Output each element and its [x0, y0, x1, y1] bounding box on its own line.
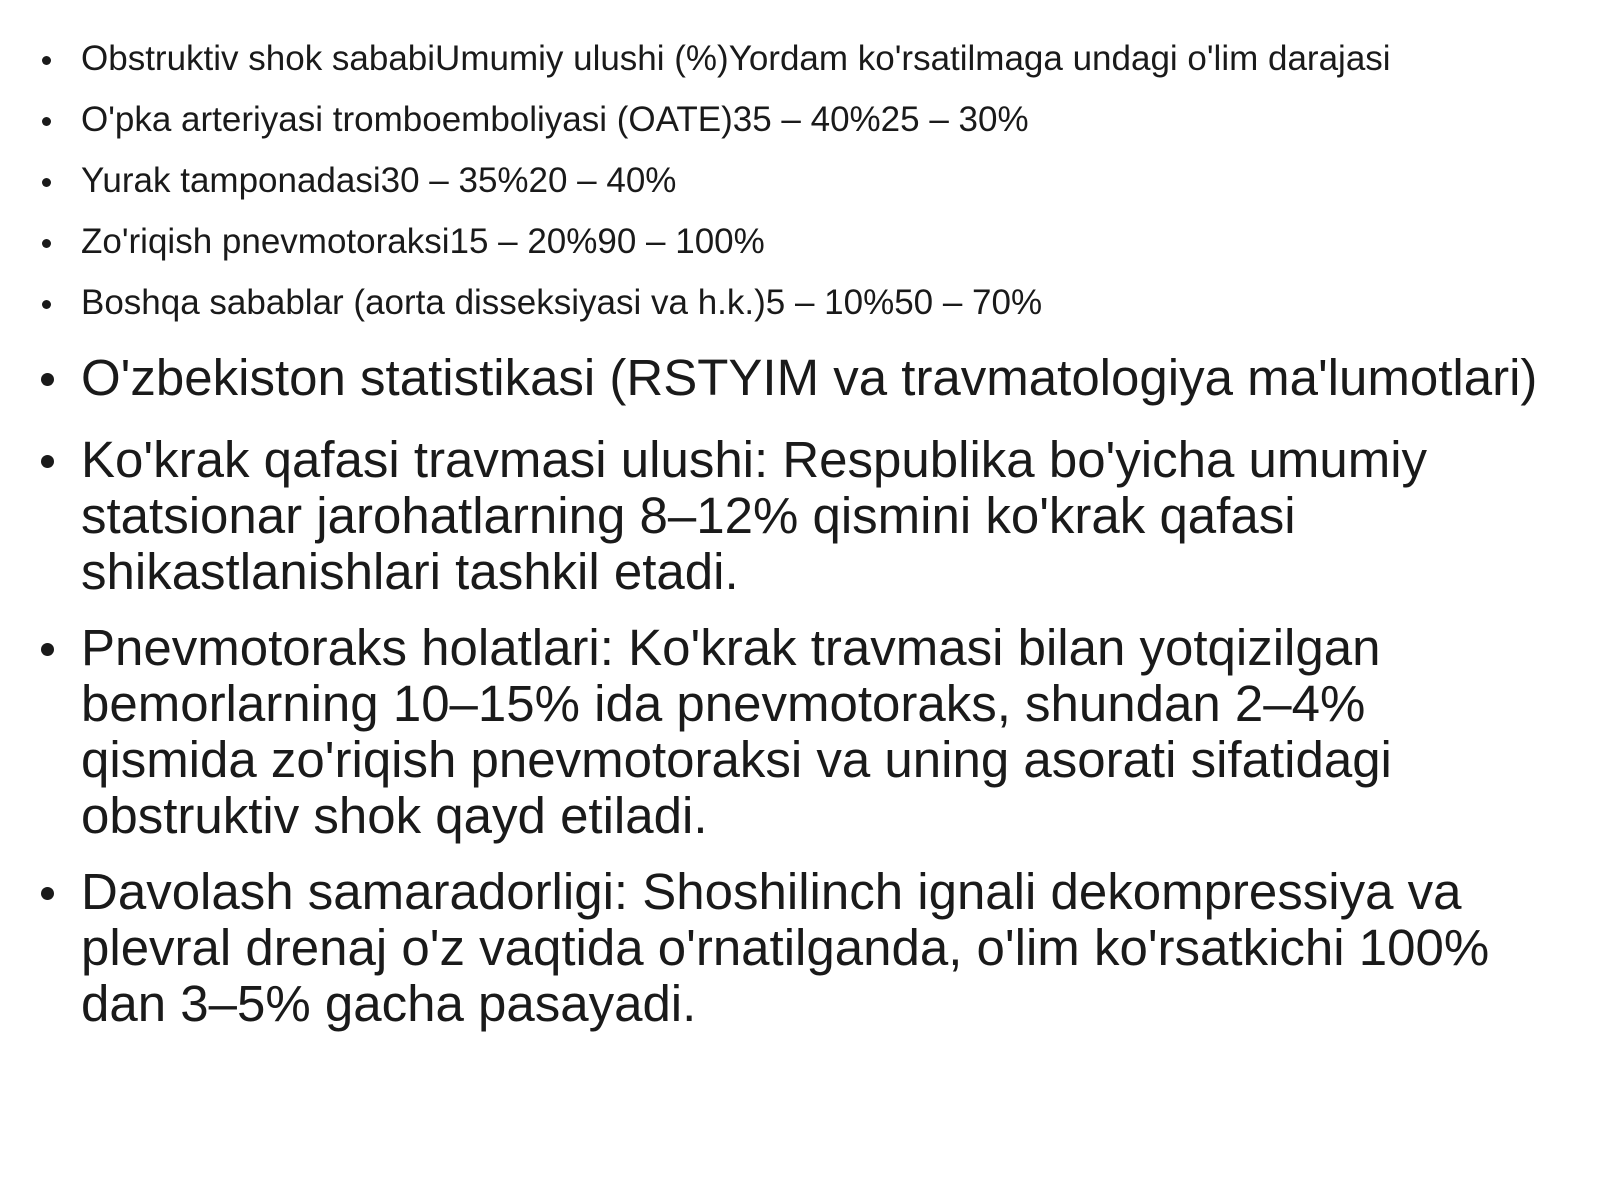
list-item [40, 38, 1560, 99]
bullet-icon [41, 373, 54, 386]
list-item-text: Yurak tamponadasi30 – 35%20 – 40% [81, 161, 677, 200]
bullet-icon [42, 300, 51, 309]
statistics-bullet-list [40, 350, 1560, 1032]
bullet-icon [41, 455, 54, 468]
list-item-text: Obstruktiv shok sababiUmumiy ulushi (%)Yordam ko'rsatilmaga undagi o'lim darajasi [81, 39, 1391, 78]
list-item [40, 864, 1560, 1032]
list-item [40, 221, 1560, 282]
bullet-icon [42, 117, 51, 126]
bullet-icon [42, 239, 51, 248]
list-item-text: Davolash samaradorligi: Shoshilinch ignali dekompressiya va plevral drenaj o'z vaqtida o'rnatilganda, o'lim ko'rsatkichi 100% dan 3–5% gacha pasayadi. [81, 863, 1490, 1032]
list-item-text: O'pka arteriyasi tromboemboliyasi (OATE)35 – 40%25 – 30% [81, 100, 1029, 139]
bullet-icon [41, 643, 54, 656]
bullet-icon [41, 887, 54, 900]
list-item-text: Boshqa sabablar (aorta disseksiyasi va h.k.)5 – 10%50 – 70% [81, 283, 1043, 322]
list-item [40, 160, 1560, 221]
list-item-text: Ko'krak qafasi travmasi ulushi: Respublika bo'yicha umumiy statsionar jarohatlarning 8–12% qismini ko'krak qafasi shikastlanishlari tashkil etadi. [81, 431, 1428, 600]
table-bullet-list [40, 38, 1560, 343]
list-item-text: Zo'riqish pnevmotoraksi15 – 20%90 – 100% [81, 222, 765, 261]
list-item [40, 350, 1560, 406]
list-item [40, 432, 1560, 600]
list-item [40, 620, 1560, 844]
list-item [40, 282, 1560, 343]
list-item-text: Pnevmotoraks holatlari: Ko'krak travmasi bilan yotqizilgan bemorlarning 10–15% ida pnevmotoraks, shundan 2–4% qismida zo'riqish pnevmotoraksi va uning asorati sifatidagi obstruktiv shok qayd etiladi. [81, 619, 1392, 844]
bullet-icon [42, 178, 51, 187]
list-item [40, 99, 1560, 160]
list-item-text: O'zbekiston statistikasi (RSTYIM va travmatologiya ma'lumotlari) [81, 349, 1538, 406]
bullet-icon [42, 56, 51, 65]
